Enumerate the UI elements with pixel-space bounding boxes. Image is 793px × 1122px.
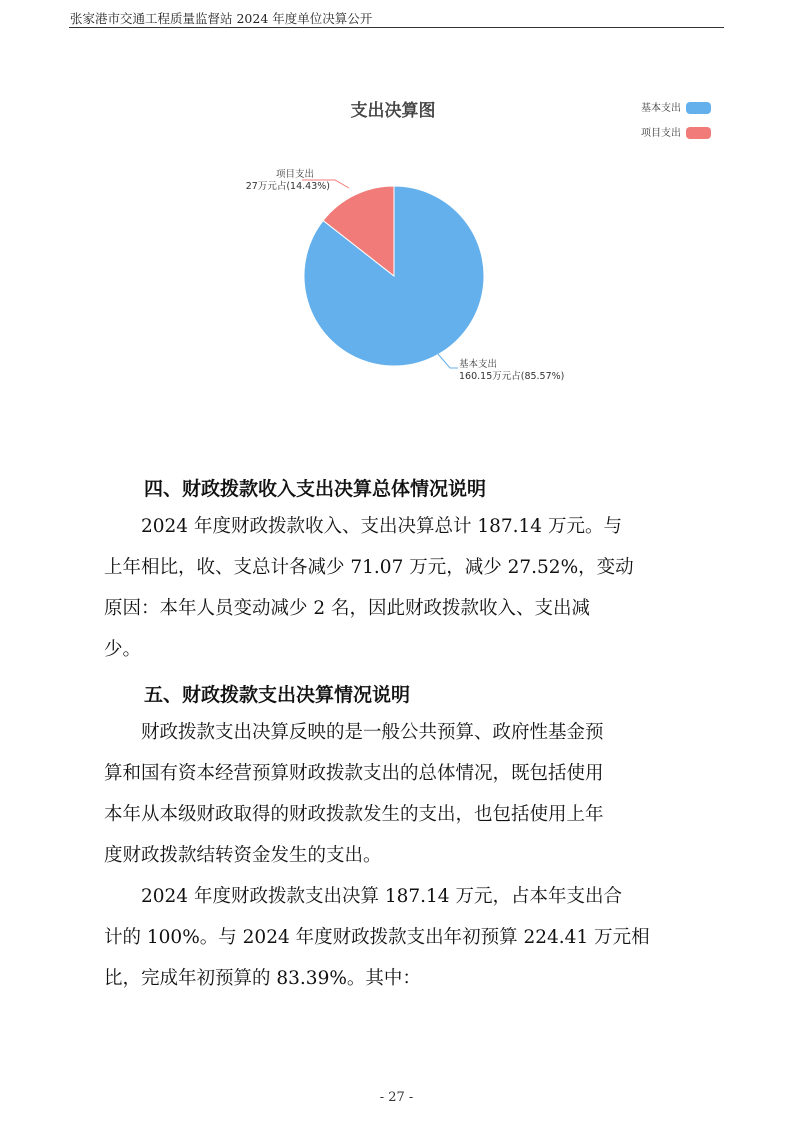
legend-label-project: 项目支出 (641, 128, 681, 139)
section5-heading: 五、财政拨款支出决算情况说明 (144, 684, 411, 706)
label-project (246, 168, 349, 192)
slice-label-project-value: 27万元占(14.43%) (245, 181, 330, 192)
chart-title: 支出决算图 (350, 101, 436, 121)
section4-paragraph (104, 506, 694, 670)
expenditure-pie-chart (0, 0, 793, 420)
legend-swatch-project (686, 127, 711, 139)
section4-line: 2024 年度财政拨款收入、支出决算总计 187.14 万元。与 (141, 516, 622, 537)
section5-p1-line: 财政拨款支出决算反映的是一般公共预算、政府性基金预 (141, 722, 604, 743)
section5-paragraph-2 (104, 876, 694, 999)
legend-label-basic: 基本支出 (641, 103, 681, 114)
leader-line-basic (438, 354, 458, 368)
section4-line: 上年相比，收、支总计各减少 71.07 万元，减少 27.52%，变动 (104, 557, 634, 578)
legend-swatch-basic (686, 102, 711, 114)
slice-label-basic-name: 基本支出 (459, 359, 498, 370)
label-basic (438, 354, 564, 382)
pie-slices (304, 186, 484, 366)
section5-p1-line: 算和国有资本经营预算财政拨款支出的总体情况，既包括使用 (104, 763, 604, 784)
chart-legend (641, 101, 711, 139)
section5-p1-line: 度财政拨款结转资金发生的支出。 (104, 845, 382, 866)
section4-line: 少。 (104, 639, 142, 660)
section5-paragraph-1 (104, 712, 694, 876)
section4-heading: 四、财政拨款收入支出决算总体情况说明 (144, 478, 487, 500)
section5-p2-line: 2024 年度财政拨款支出决算 187.14 万元，占本年支出合 (141, 886, 622, 907)
document-header: 张家港市交通工程质量监督站 2024 年度单位决算公开 (70, 11, 373, 26)
section5-p2-line: 计的 100%。与 2024 年度财政拨款支出年初预算 224.41 万元相 (104, 927, 650, 948)
slice-label-basic-value: 160.15万元占(85.57%) (459, 371, 565, 382)
section5-p2-line: 比，完成年初预算的 83.39%。其中： (104, 968, 421, 989)
slice-label-project-name: 项目支出 (275, 169, 314, 180)
page-number: - 27 - (379, 1090, 414, 1105)
section5-p1-line: 本年从本级财政取得的财政拨款发生的支出，也包括使用上年 (104, 804, 604, 825)
section4-line: 原因：本年人员变动减少 2 名，因此财政拨款收入、支出减 (104, 598, 591, 619)
